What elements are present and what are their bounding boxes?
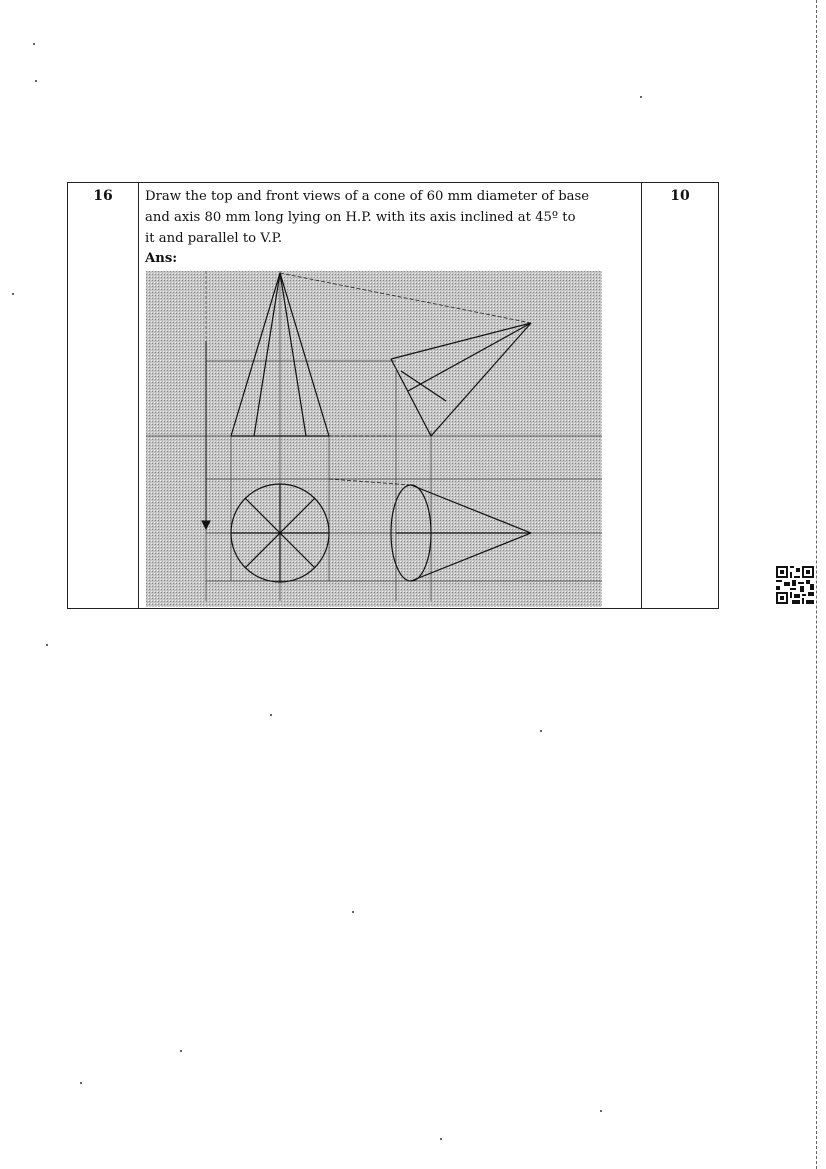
question-text-line: Draw the top and front views of a cone of 60 mm diameter of base: [145, 189, 590, 204]
answer-drawing: [146, 271, 602, 607]
question-marks: 10: [670, 188, 690, 204]
scan-speck: [12, 293, 14, 295]
answer-label: Ans:: [145, 251, 178, 266]
question-number: 16: [93, 188, 113, 204]
scan-speck: [180, 1050, 182, 1052]
column-separator: [138, 183, 139, 608]
scan-background: [146, 271, 602, 607]
qr-code: [776, 566, 814, 604]
question-table: [67, 182, 719, 609]
scan-speck: [600, 1110, 602, 1112]
scan-speck: [540, 730, 542, 732]
question-text: [145, 186, 625, 249]
question-text-line: and axis 80 mm long lying on H.P. with its axis inclined at 45º to: [145, 210, 576, 225]
column-separator: [641, 183, 642, 608]
question-text-line: it and parallel to V.P.: [145, 231, 283, 246]
scan-speck: [80, 1082, 82, 1084]
scan-speck: [35, 80, 37, 82]
scan-speck: [33, 43, 35, 45]
scan-speck: [46, 644, 48, 646]
page-edge-line: [816, 0, 817, 1169]
scan-speck: [440, 1138, 442, 1140]
top-view-circle-base: [231, 484, 329, 582]
scan-speck: [352, 911, 354, 913]
scan-speck: [640, 96, 642, 98]
scan-speck: [270, 714, 272, 716]
